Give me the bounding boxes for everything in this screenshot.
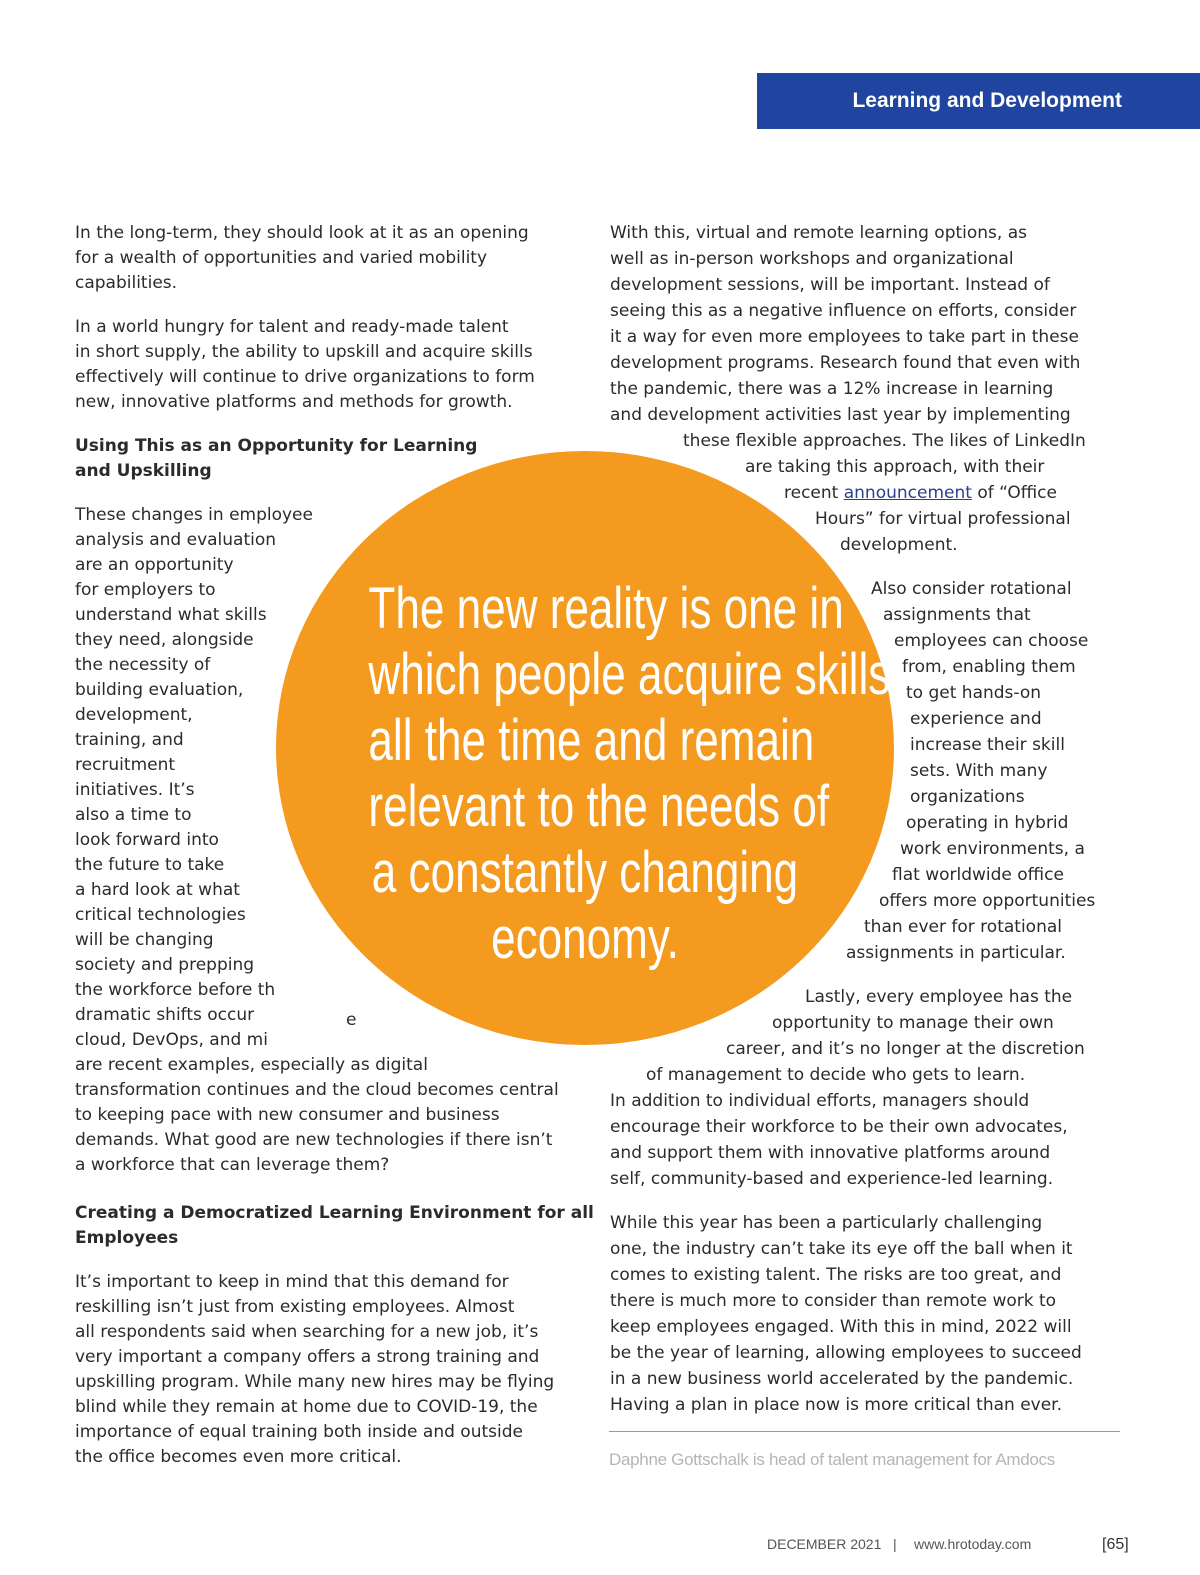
body-text-line: upskilling program. While many new hires may be flying	[75, 1372, 555, 1392]
pull-quote-line: economy.	[491, 906, 679, 971]
body-text-line: analysis and evaluation	[75, 530, 277, 550]
body-text-line: encourage their workforce to be their own advocates,	[610, 1117, 1068, 1137]
body-text-line: transformation continues and the cloud becomes central	[75, 1080, 559, 1100]
body-text-line: employees can choose	[894, 631, 1089, 651]
body-text-line	[784, 481, 1057, 506]
body-text-line: the necessity of	[75, 655, 211, 675]
body-text-line: to get hands-on	[906, 683, 1042, 703]
body-text-line: cloud, DevOps, and mi	[75, 1030, 268, 1050]
body-text-line: be the year of learning, allowing employees to succeed	[610, 1343, 1082, 1363]
body-text-line: the workforce before th	[75, 980, 276, 1000]
byline-divider	[609, 1431, 1120, 1432]
body-text-line: blind while they remain at home due to COVID-19, the	[75, 1397, 538, 1417]
body-text-line: comes to existing talent. The risks are too great, and	[610, 1265, 1062, 1285]
body-text-line: a workforce that can leverage them?	[75, 1155, 390, 1175]
body-text-line: these flexible approaches. The likes of LinkedIn	[683, 431, 1086, 451]
body-text-line: are an opportunity	[75, 555, 234, 575]
body-text-line: seeing this as a negative influence on efforts, consider	[610, 301, 1077, 321]
body-text-line: training, and	[75, 730, 184, 750]
body-text-line: keep employees engaged. With this in mind, 2022 will	[610, 1317, 1072, 1337]
body-text-line: While this year has been a particularly challenging	[610, 1213, 1043, 1233]
body-text-line: Also consider rotational	[871, 579, 1072, 599]
section-heading: Employees	[75, 1228, 179, 1248]
stray-letter: e	[346, 1010, 357, 1030]
page-number: [65]	[1102, 1536, 1129, 1553]
body-text-line: look forward into	[75, 830, 219, 850]
body-text-line: Having a plan in place now is more critical than ever.	[610, 1395, 1063, 1415]
body-text-line: effectively will continue to drive organizations to form	[75, 367, 535, 387]
body-text-line: Lastly, every employee has the	[805, 987, 1073, 1007]
body-text-line: understand what skills	[75, 605, 267, 625]
body-text-line: development,	[75, 705, 193, 725]
body-text-line: very important a company offers a strong training and	[75, 1347, 540, 1367]
body-text-fragment: recent	[784, 483, 844, 503]
body-text-line: development programs. Research found that even with	[610, 353, 1081, 373]
section-heading: and Upskilling	[75, 461, 212, 481]
body-text-line: for a wealth of opportunities and varied mobility	[75, 248, 488, 268]
announcement-link[interactable]: announcement	[843, 483, 972, 503]
body-text-line: initiatives. It’s	[75, 780, 195, 800]
body-text-line: demands. What good are new technologies if there isn’t	[75, 1130, 553, 1150]
body-text-line: development sessions, will be important. Instead of	[610, 275, 1050, 295]
body-text-line: to keeping pace with new consumer and business	[75, 1105, 500, 1125]
author-byline: Daphne Gottschalk is head of talent management for Amdocs	[609, 1450, 1055, 1469]
body-text-line: it a way for even more employees to take part in these	[610, 327, 1079, 347]
body-text-line: of management to decide who gets to learn.	[646, 1065, 1026, 1085]
pull-quote-line: which people acquire skills	[368, 642, 891, 707]
body-text-line: building evaluation,	[75, 680, 244, 700]
pull-quote-line: relevant to the needs of	[368, 774, 830, 839]
body-text-line: development.	[840, 535, 958, 555]
body-text-line: career, and it’s no longer at the discretion	[726, 1039, 1085, 1059]
body-text-line: work environments, a	[900, 839, 1085, 859]
body-text-line: and support them with innovative platforms around	[610, 1143, 1051, 1163]
body-text-line: recruitment	[75, 755, 176, 775]
body-text-line: In the long-term, they should look at it as an opening	[75, 223, 529, 243]
body-text-line: in a new business world accelerated by the pandemic.	[610, 1369, 1074, 1389]
body-text-line: operating in hybrid	[906, 813, 1069, 833]
body-text-line: organizations	[910, 787, 1025, 807]
body-text-line: increase their skill	[910, 735, 1065, 755]
body-text-line: assignments in particular.	[846, 943, 1066, 963]
body-text-line: also a time to	[75, 805, 192, 825]
body-text-line: and development activities last year by implementing	[610, 405, 1071, 425]
body-text-line: With this, virtual and remote learning options, as	[610, 223, 1027, 243]
body-text-line: dramatic shifts occur	[75, 1005, 255, 1025]
body-text-line: capabilities.	[75, 273, 178, 293]
body-text-line: offers more opportunities	[879, 891, 1096, 911]
body-text-line: critical technologies	[75, 905, 246, 925]
pull-quote-line: a constantly changing	[371, 840, 799, 905]
body-text-line: well as in-person workshops and organizational	[610, 249, 1014, 269]
pull-quote-line: all the time and remain	[368, 708, 815, 773]
body-text-line: assignments that	[883, 605, 1031, 625]
body-text-line: they need, alongside	[75, 630, 254, 650]
section-heading: Using This as an Opportunity for Learning	[75, 436, 478, 456]
body-text-fragment: of “Office	[971, 483, 1057, 503]
body-text-line: It’s important to keep in mind that this demand for	[75, 1272, 509, 1292]
body-text-line: are recent examples, especially as digital	[75, 1055, 428, 1075]
body-text-line: than ever for rotational	[864, 917, 1062, 937]
body-text-line: from, enabling them	[902, 657, 1076, 677]
section-heading: Creating a Democratized Learning Environment for all	[75, 1203, 594, 1223]
body-text-line: society and prepping	[75, 955, 255, 975]
body-text-line: self, community-based and experience-led learning.	[610, 1169, 1054, 1189]
pull-quote-line: The new reality is one in	[368, 576, 844, 641]
body-text-line: a hard look at what	[75, 880, 240, 900]
body-text-line: importance of equal training both inside and outside	[75, 1422, 523, 1442]
footer-separator: |	[893, 1536, 897, 1552]
body-text-line: one, the industry can’t take its eye off the ball when it	[610, 1239, 1073, 1259]
body-text-line: the office becomes even more critical.	[75, 1447, 402, 1467]
body-text-line: will be changing	[75, 930, 214, 950]
body-text-line: opportunity to manage their own	[772, 1013, 1054, 1033]
body-text-line: new, innovative platforms and methods for growth.	[75, 392, 513, 412]
body-text-line: for employers to	[75, 580, 216, 600]
body-text-line: sets. With many	[910, 761, 1048, 781]
body-text-line: in short supply, the ability to upskill and acquire skills	[75, 342, 533, 362]
body-text-line: flat worldwide office	[892, 865, 1064, 885]
body-text-line: the pandemic, there was a 12% increase in learning	[610, 379, 1054, 399]
body-text-line: Hours” for virtual professional	[815, 509, 1071, 529]
body-text-line: experience and	[910, 709, 1042, 729]
body-text-line: the future to take	[75, 855, 225, 875]
footer-date: DECEMBER 2021	[767, 1536, 882, 1552]
body-text-line: These changes in employee	[75, 505, 313, 525]
section-tab: Learning and Development	[757, 73, 1200, 129]
body-text-line: all respondents said when searching for a new job, it’s	[75, 1322, 539, 1342]
footer-website[interactable]: www.hrotoday.com	[914, 1536, 1032, 1552]
body-text-line: are taking this approach, with their	[745, 457, 1045, 477]
body-text-line: In a world hungry for talent and ready-made talent	[75, 317, 509, 337]
body-text-line: In addition to individual efforts, managers should	[610, 1091, 1030, 1111]
body-text-line: there is much more to consider than remote work to	[610, 1291, 1057, 1311]
body-text-line: reskilling isn’t just from existing employees. Almost	[75, 1297, 515, 1317]
